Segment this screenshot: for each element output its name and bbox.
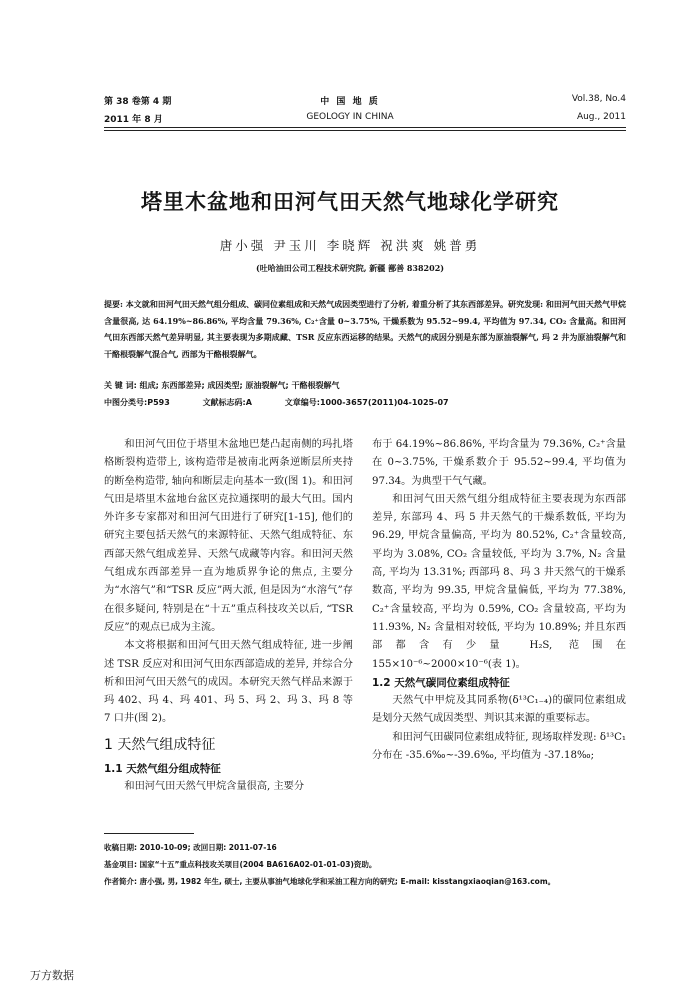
article-no-label: 文章编号: (284, 398, 320, 407)
watermark-text: 万方数据 (30, 969, 74, 982)
header-volume-en: Vol.38, No.4 (571, 94, 626, 104)
right-paragraph-4: 和田河气田碳同位素组成特征, 现场取样发现: δ¹³C₁ 分布在 -35.6‰~-39.6‰, 平均值为 -37.18‰; (372, 731, 626, 762)
header-date-cn: 2011 年 8 月 (104, 115, 163, 125)
footnote-received: 收稿日期: 2010-10-09; 改回日期: 2011-07-16 (104, 843, 277, 852)
right-column (372, 436, 626, 765)
article-no-value: 1000-3657(2011)04-1025-07 (319, 398, 449, 407)
header-date-en: Aug., 2011 (576, 112, 626, 122)
left-paragraph-3: 和田河气田天然气甲烷含量很高, 主要分 (124, 781, 305, 793)
keywords-line (104, 380, 626, 391)
clc-value: P593 (147, 398, 170, 407)
footnote-author: 作者简介: 唐小强, 男, 1982 年生, 硕士, 主要从事油气地球化学和采油工程方向的研究; E-mail: kisstangxiaoqian@163.com。 (104, 877, 556, 886)
keywords: 组成; 东西部差异; 成因类型; 原油裂解气; 干酪根裂解气 (139, 381, 340, 390)
article-title: 塔里木盆地和田河气田天然气地球化学研究 (141, 190, 559, 214)
header-journal-en: GEOLOGY IN CHINA (306, 112, 394, 122)
clc-label: 中图分类号: (104, 398, 148, 407)
section-heading-1-1: 1.1 天然气组分组成特征 (104, 763, 221, 776)
keywords-label: 关 键 词: (104, 381, 137, 390)
right-paragraph-1: 布于 64.19%~86.86%, 平均含量为 79.36%, C₂⁺含量在 0~3.75%, 干燥系数介于 95.52~99.4, 平均值为 97.34。为典型干气气藏。 (372, 439, 626, 487)
header-rule-top (104, 127, 626, 128)
abstract: 提要: 本文就和田河气田天然气组分组成、碳同位素组成和天然气成因类型进行了分析, 着重分析了其东西部差异。研究发现: 和田河气田天然气甲烷含量很高, 达 64.19%~86.86%, 平均含量 79.36%, C₂⁺含量 0~3.75%, 干燥系数为 95.52~99.4, 平均值为 97.34, CO₂ 含量高。和田河气田东西部天然气差异明显, 其主要表现为多期成藏、TSR 反应东西运移的结果。天然气的成因分别是东部为原油裂解气, 玛 2 井为原油裂解气和干酪根裂解气混合气, 西部为干酪根裂解气。 (104, 299, 626, 359)
footnote-fund: 基金项目: 国家“十五”重点科技攻关项目(2004 BA616A02-01-01-03)资助。 (104, 860, 377, 869)
authors: 唐小强 尹玉川 李晓辉 祝洪爽 姚普勇 (219, 238, 481, 253)
footnote-rule (104, 833, 194, 834)
left-paragraph-1: 和田河气田位于塔里木盆地巴楚凸起南侧的玛扎塔格断裂构造带上, 该构造带是被南北两条逆断层所夹持的断垒构造带, 轴向和断层走向基本一致(图 1)。和田河气田是塔里木盆地台盆区克拉通探明的最大气田。国内外许多专家都对和田河气田进行了研究[1-15], 他们的研究主要包括天然气的来源特征、天然气组成特征、东西部天然气组成差异、天然气成藏等内容。和田河天然气组成东西部差异一直为地质界争论的焦点, 主要分为“水溶气”和“TSR 反应”两大派, 但是因为“水溶气”存在很多疑问, 特别是在“十五”重点科技攻关以后, “TSR 反应”的观点已成为主流。 (104, 439, 353, 633)
left-paragraph-2: 本文将根据和田河气田天然气组成特征, 进一步阐述 TSR 反应对和田河气田东西部造成的差异, 并综合分析和田河气田天然气的成因。本研究天然气样品来源于玛 402、玛 4、玛 401、玛 5、玛 2、玛 3、玛 8 等 7 口井(图 2)。 (104, 640, 353, 725)
header-rule-bottom (104, 130, 626, 131)
affiliation: (吐哈油田公司工程技术研究院, 新疆 鄯善 838202) (255, 263, 445, 273)
doc-code-label: 文献标志码: (202, 398, 246, 407)
header-volume-cn: 第 38 卷第 4 期 (104, 97, 172, 107)
header-journal-cn: 中 国 地 质 (320, 97, 380, 107)
classification-line (104, 397, 626, 408)
right-paragraph-3: 天然气中甲烷及其同系物(δ¹³C₁₋₄)的碳同位素组成是划分天然气成因类型、判识其来源的重要标志。 (372, 695, 626, 725)
right-paragraph-2: 和田河气田天然气组分组成特征主要表现为东西部差异, 东部玛 4、玛 5 井天然气的干燥系数低, 平均为 96.29, 甲烷含量偏高, 平均为 80.52%, C₂⁺含量较高, 平均为 3.08%, CO₂ 含量较低, 平均为 3.7%, N₂ 含量高, 平均为 13.31%; 西部玛 8、玛 3 井天然气的干燥系数高, 平均为 99.35, 甲烷含量偏低, 平均为 77.38%, C₂⁺含量较高, 平均为 0.59%, CO₂ 含量较高, 平均为 11.93%, N₂ 含量相对较低, 平均为 10.89%; 并且东西部都含有少量 H₂S, 范围在 155×10⁻⁶~2000×10⁻⁶(表 1)。 (372, 493, 626, 670)
section-heading-1: 1 天然气组成特征 (104, 736, 216, 753)
doc-code-value: A (245, 398, 252, 407)
left-column (104, 436, 353, 797)
section-heading-1-2: 1.2 天然气碳同位素组成特征 (372, 676, 510, 689)
